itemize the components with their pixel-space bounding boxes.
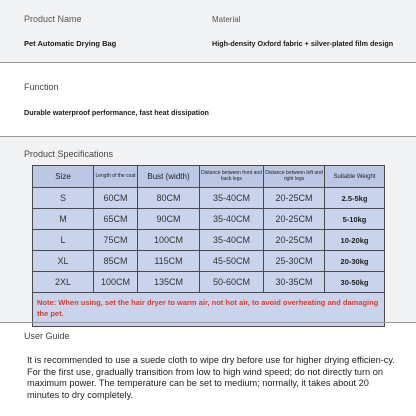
usage-note: Note: When using, set the hair dryer to warm air, not hot air, to avoid overheating and damaging the pet.: [33, 293, 385, 327]
table-cell: 35-40CM: [200, 188, 264, 209]
table-cell: 135CM: [138, 272, 200, 293]
header-cell: Bust (width): [138, 166, 200, 188]
table-row: [33, 251, 385, 272]
table-cell: L: [33, 230, 94, 251]
product-info-band: [0, 0, 416, 62]
table-cell: S: [33, 188, 94, 209]
table-row: [33, 272, 385, 293]
table-cell: M: [33, 209, 94, 230]
table-cell: 35-40CM: [200, 209, 264, 230]
table-cell: 90CM: [138, 209, 200, 230]
function-text: Durable waterproof performance, fast heat dissipation: [24, 108, 209, 117]
table-cell: 100CM: [138, 230, 200, 251]
table-row: [33, 209, 385, 230]
material-label: Material: [212, 15, 241, 24]
table-cell: 80CM: [138, 188, 200, 209]
guide-title: User Guide: [24, 331, 70, 341]
table-cell: 50-60CM: [200, 272, 264, 293]
divider: [0, 62, 416, 63]
header-cell: Suitable Weight: [325, 166, 385, 188]
product-name-value: Pet Automatic Drying Bag: [24, 39, 117, 48]
table-cell: 25-30CM: [264, 251, 325, 272]
table-cell: 5-10kg: [325, 209, 385, 230]
table-cell: 2.5-5kg: [325, 188, 385, 209]
header-cell: Size: [33, 166, 94, 188]
table-cell: 115CM: [138, 251, 200, 272]
table-cell: 2XL: [33, 272, 94, 293]
table-cell: XL: [33, 251, 94, 272]
table-cell: 100CM: [94, 272, 138, 293]
table-cell: 20-30kg: [325, 251, 385, 272]
product-name-label: Product Name: [24, 14, 82, 24]
table-cell: 30-35CM: [264, 272, 325, 293]
table-cell: 10-20kg: [325, 230, 385, 251]
table-cell: 75CM: [94, 230, 138, 251]
material-value: High-density Oxford fabric + silver-plated film design: [212, 39, 394, 48]
function-title: Function: [24, 82, 59, 92]
table-cell: 60CM: [94, 188, 138, 209]
table-cell: 45-50CM: [200, 251, 264, 272]
table-cell: 20-25CM: [264, 209, 325, 230]
table-cell: 65CM: [94, 209, 138, 230]
table-cell: 20-25CM: [264, 230, 325, 251]
table-cell: 20-25CM: [264, 188, 325, 209]
table-cell: 30-50kg: [325, 272, 385, 293]
header-cell: Distance between front and back legs: [200, 166, 264, 188]
table-cell: 35-40CM: [200, 230, 264, 251]
header-cell: Length of the coat: [94, 166, 138, 188]
table-cell: 85CM: [94, 251, 138, 272]
table-row: [33, 188, 385, 209]
header-cell: Distance between left and right legs: [264, 166, 325, 188]
divider: [0, 322, 416, 323]
specs-title: Product Specifications: [24, 149, 114, 159]
table-header-row: [33, 166, 385, 188]
table-row: [33, 230, 385, 251]
spec-table: [32, 165, 385, 327]
guide-text: It is recommended to use a suede cloth to wipe dry before use for higher drying efficien-cy. For the first use, gradually transition from low to high wind speed; do not directly turn on maximum power. The temperature can be set to medium; normally, it takes about 20 minutes to dry completely.: [27, 355, 395, 401]
